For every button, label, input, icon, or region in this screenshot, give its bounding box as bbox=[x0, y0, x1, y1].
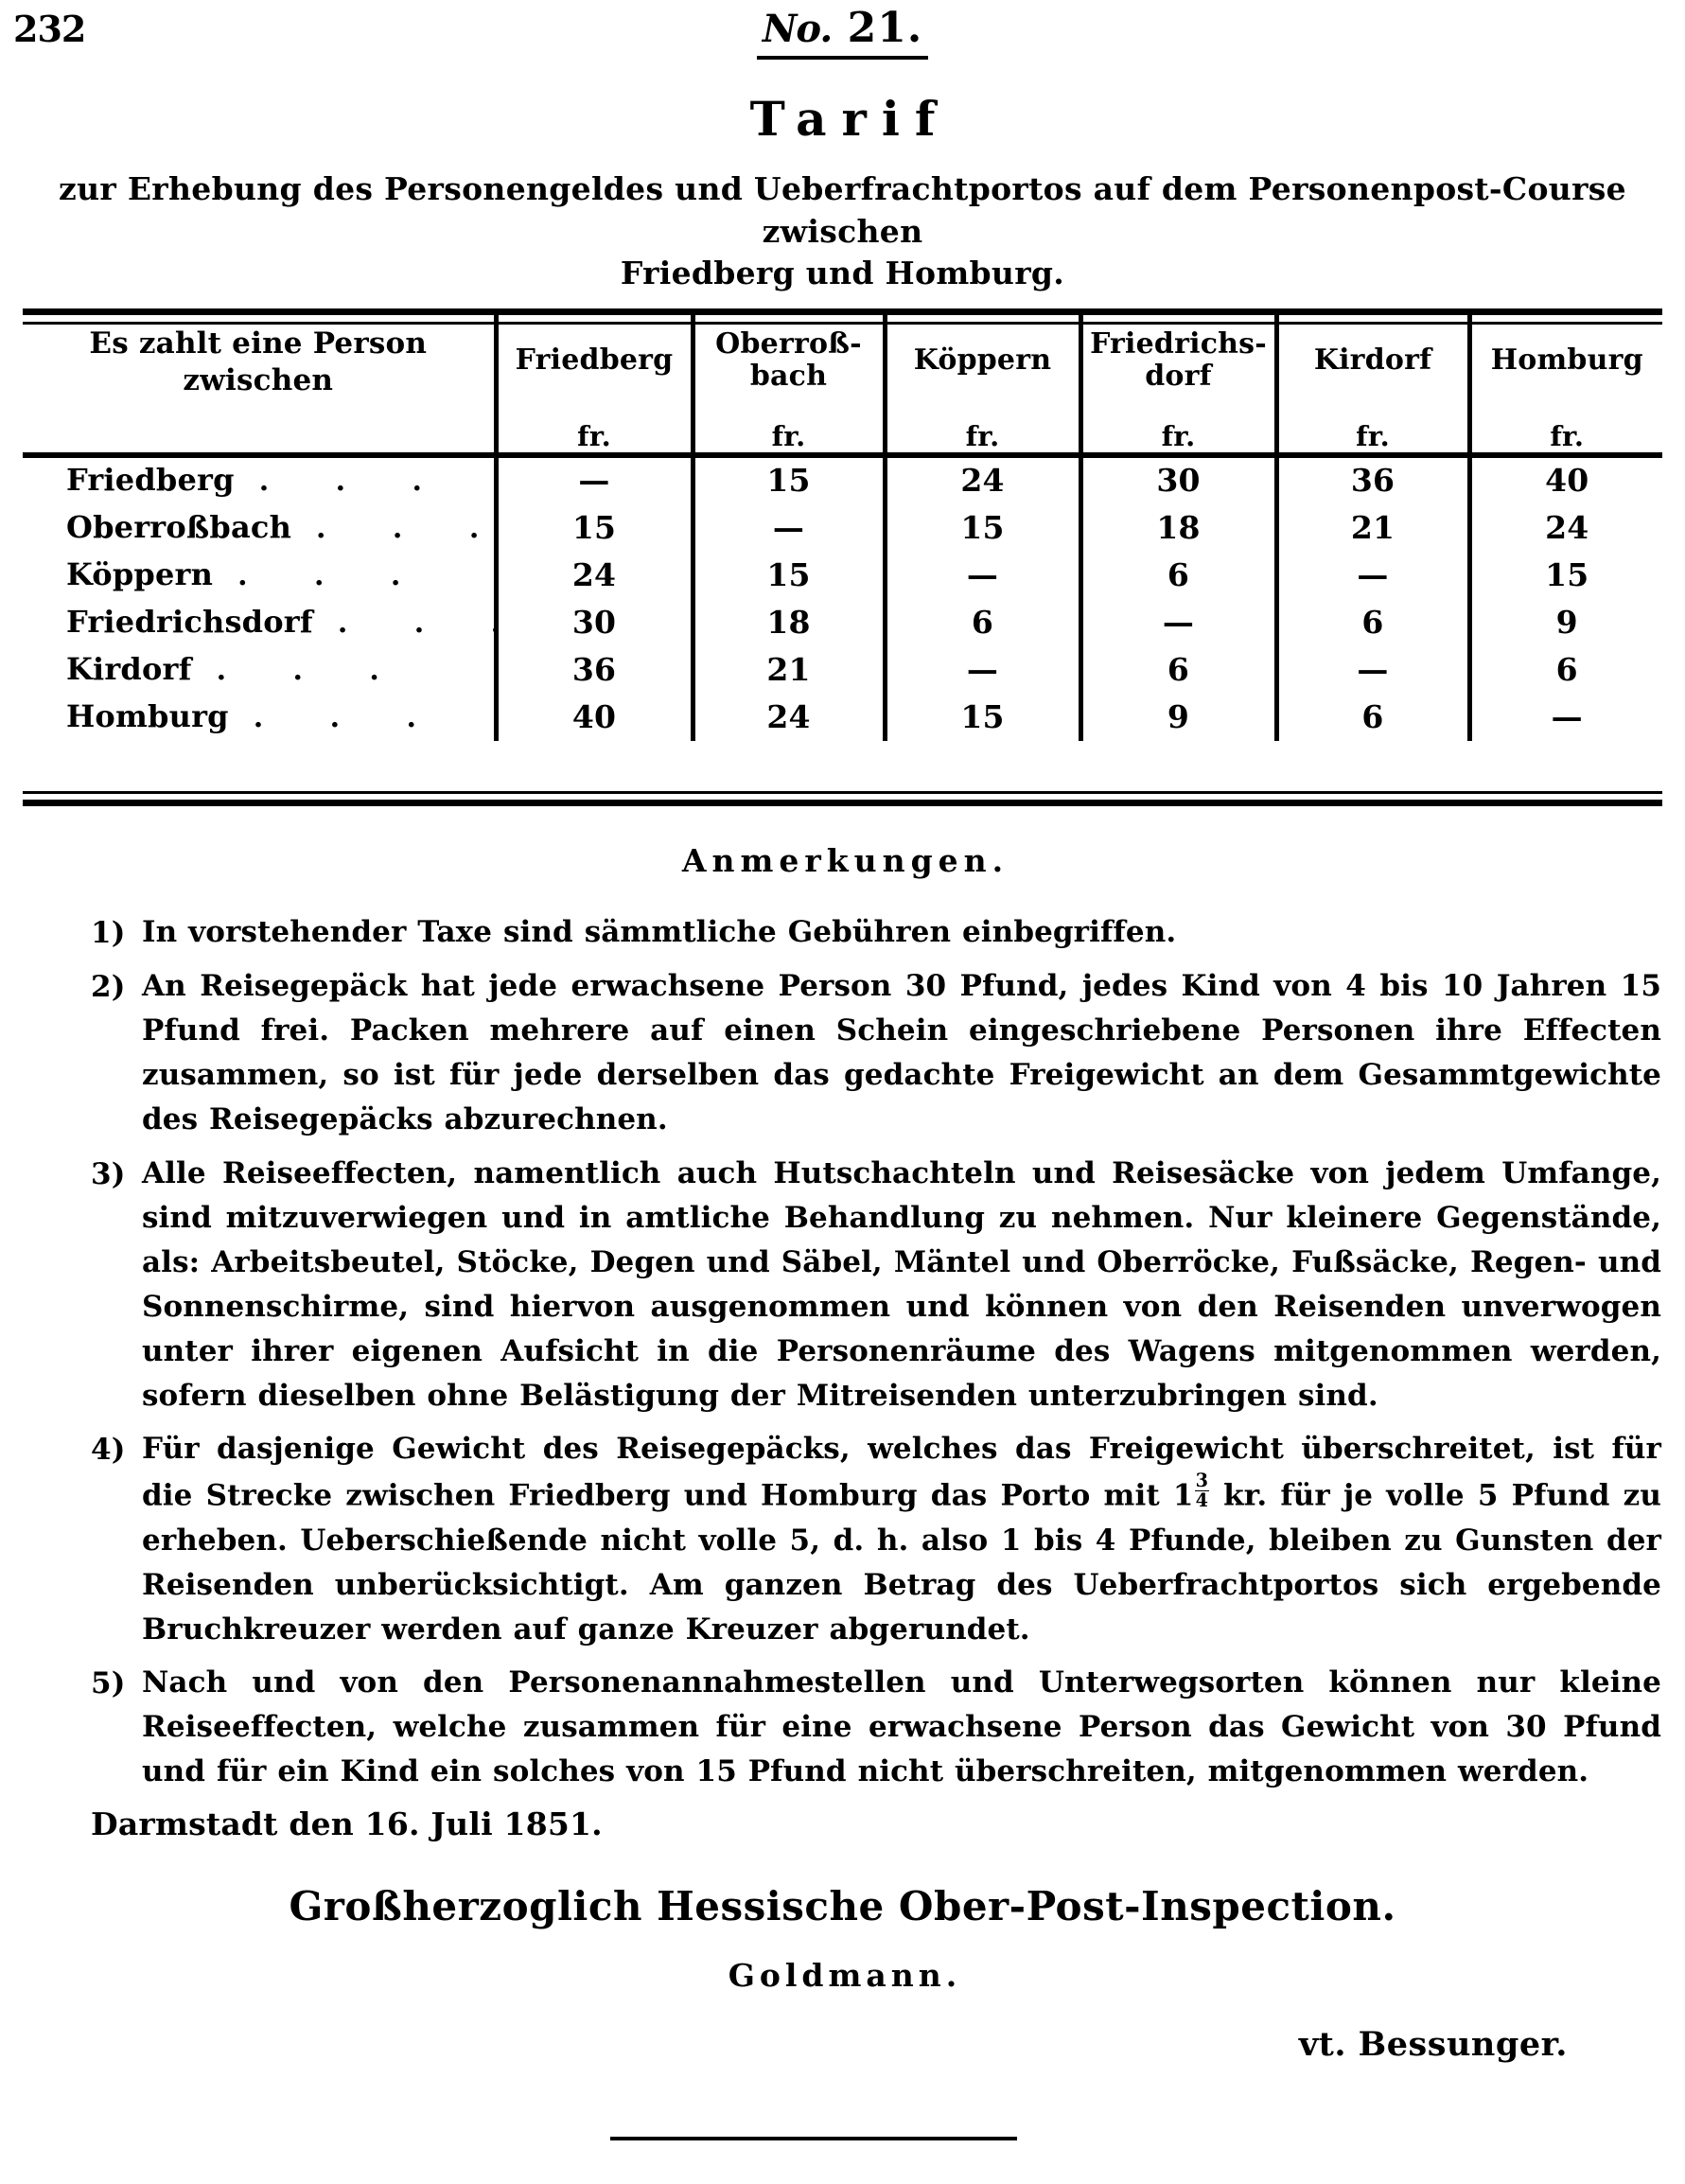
notes-heading: Anmerkungen. bbox=[681, 842, 1009, 879]
row-label-kirdorf bbox=[23, 646, 496, 694]
leader-dots: . . . bbox=[316, 512, 508, 546]
table-head bbox=[23, 312, 1662, 413]
row-label-text: Köppern bbox=[66, 555, 214, 592]
note-text: Nach und von den Personenannahmestellen und Unterwegsorten können nur kleine Reiseeffecten, welche zusammen für eine erwachsene Person das Gewicht von 30 Pfund und für ein Kind ein solches von 15 Pfund nicht überschreiten, mitgenommen werden. bbox=[142, 1665, 1661, 1789]
fare-cell: 36 bbox=[1276, 457, 1469, 504]
unit-row-blank-label bbox=[23, 413, 496, 457]
fare-cell: — bbox=[1276, 646, 1469, 694]
note-number: 3) bbox=[91, 1156, 126, 1191]
col-head-line-2: dorf bbox=[1145, 359, 1212, 393]
table-row bbox=[23, 694, 1662, 741]
fare-cell: 15 bbox=[693, 457, 885, 504]
fraction-numerator: 3 bbox=[1195, 1470, 1209, 1492]
fare-cell: 6 bbox=[1080, 552, 1276, 599]
fare-cell: — bbox=[693, 504, 885, 552]
countersignature: vt. Bessunger. bbox=[1298, 2025, 1568, 2064]
number-abbrev: No. bbox=[762, 7, 833, 51]
subtitle-line-2: Friedberg und Homburg. bbox=[620, 255, 1065, 292]
fare-cell: 36 bbox=[496, 646, 693, 694]
table-bottom-rule-inner bbox=[23, 791, 1662, 794]
col-head-line-1: Kirdorf bbox=[1313, 343, 1432, 377]
note-text-after-fraction: kr. für je volle 5 Pfund zu erheben. Ueberschießende nicht volle 5, d. h. also 1 bis 4 Pfunde, bleiben zu Gunsten der Reisenden unberücksichtigt. Am ganzen Betrag des Ueberfrachtportos sich ergebende Bruchkreuzer werden auf ganze Kreuzer abgerundet. bbox=[142, 1478, 1662, 1647]
table-row bbox=[23, 599, 1662, 646]
note-text: Alle Reiseeffecten, namentlich auch Hutschachteln und Reisesäcke von jedem Umfange, sind mitzuverwiegen und in amtliche Behandlung zu nehmen. Nur kleinere Gegenstände, als: Arbeitsbeutel, Stöcke, Degen und Säbel, Mäntel und Oberröcke, Fußsäcke, Regen- und Sonnenschirme, sind hiervon ausgenommen und können von den Reisenden unverwogen unter ihrer eigenen Aufsicht in die Personenräume des Wagens mitgenommen werden, sofern dieselben ohne Belästigung der Mitreisenden unterzubringen sind. bbox=[142, 1155, 1661, 1414]
fare-cell: 40 bbox=[496, 694, 693, 741]
fare-cell: 18 bbox=[1080, 504, 1276, 552]
tariff-table bbox=[23, 312, 1662, 741]
fare-cell: 24 bbox=[1469, 504, 1662, 552]
number-heading bbox=[0, 4, 1685, 60]
note-item-1 bbox=[91, 910, 1661, 956]
row-label-text: Oberroßbach bbox=[66, 508, 292, 545]
corner-header-line-1: Es zahlt eine Person bbox=[89, 326, 428, 361]
note-text: In vorstehender Taxe sind sämmtliche Gebühren einbegriffen. bbox=[142, 915, 1177, 949]
fare-cell: 6 bbox=[1080, 646, 1276, 694]
fare-cell: 24 bbox=[496, 552, 693, 599]
column-header-oberrossbach bbox=[693, 312, 885, 413]
currency-unit-row bbox=[23, 413, 1662, 457]
fare-cell: 6 bbox=[1469, 646, 1662, 694]
col-head-line-1: Friedrichs- bbox=[1090, 327, 1267, 361]
fare-cell: — bbox=[1469, 694, 1662, 741]
row-label-oberrossbach bbox=[23, 504, 508, 552]
fare-cell: 15 bbox=[496, 504, 693, 552]
fare-cell: 21 bbox=[1276, 504, 1469, 552]
row-label-text: Homburg bbox=[66, 697, 229, 734]
fare-cell: 6 bbox=[1276, 694, 1469, 741]
subtitle-line-1: zur Erhebung des Personengeldes und Ueberfrachtportos auf dem Personenpost-Course zwischen bbox=[59, 170, 1626, 250]
note-text: An Reisegepäck hat jede erwachsene Person 30 Pfund, jedes Kind von 4 bis 10 Jahren 15 Pfund frei. Packen mehrere auf einen Schein eingeschriebene Personen ihre Effecten zusammen, so ist für jede derselben das gedachte Freigewicht an dem Gesammtgewichte des Reisegepäcks abzurechnen. bbox=[142, 969, 1661, 1137]
table-row bbox=[23, 457, 1662, 504]
fraction-denominator: 4 bbox=[1195, 1488, 1209, 1511]
fare-cell: 15 bbox=[1469, 552, 1662, 599]
unit-cell: fr. bbox=[1080, 413, 1276, 457]
table-row bbox=[23, 646, 1662, 694]
notes-list bbox=[91, 910, 1661, 1803]
column-header-homburg bbox=[1469, 312, 1662, 413]
note-text bbox=[142, 1427, 1661, 1652]
fare-cell: — bbox=[1276, 552, 1469, 599]
fare-cell: 9 bbox=[1080, 694, 1276, 741]
leader-dots: . . . bbox=[258, 465, 450, 499]
fare-cell: 15 bbox=[885, 694, 1080, 741]
leader-dots: . . . bbox=[216, 654, 408, 688]
corner-header-line-2: zwischen bbox=[183, 362, 334, 397]
leader-dots: . . . bbox=[337, 607, 530, 641]
row-label-text: Friedrichsdorf bbox=[66, 603, 313, 640]
row-label-friedberg bbox=[23, 457, 496, 504]
row-label-text: Friedberg bbox=[66, 461, 235, 498]
note-item-4 bbox=[91, 1427, 1661, 1652]
row-label-text: Kirdorf bbox=[66, 650, 192, 687]
issuing-authority: Großherzoglich Hessische Ober-Post-Inspection. bbox=[289, 1883, 1396, 1929]
fare-cell: — bbox=[885, 646, 1080, 694]
unit-cell: fr. bbox=[1469, 413, 1662, 457]
note-item-2 bbox=[91, 964, 1661, 1142]
note-number: 1) bbox=[91, 916, 126, 950]
leader-dots: . . . bbox=[237, 559, 430, 593]
table-bottom-rule-outer bbox=[23, 800, 1662, 806]
number-value: 21. bbox=[847, 4, 923, 52]
fare-cell: 24 bbox=[693, 694, 885, 741]
row-label-homburg bbox=[23, 694, 496, 741]
note-number: 2) bbox=[91, 970, 126, 1005]
fare-cell: — bbox=[496, 457, 693, 504]
document-subtitle bbox=[17, 168, 1668, 295]
signer-name: Goldmann. bbox=[728, 1957, 962, 1994]
col-head-line-1: Homburg bbox=[1490, 343, 1643, 377]
unit-cell: fr. bbox=[496, 413, 693, 457]
note-number: 5) bbox=[91, 1666, 126, 1701]
fare-cell: — bbox=[885, 552, 1080, 599]
tariff-table-container bbox=[23, 312, 1662, 741]
fare-cell: 18 bbox=[693, 599, 885, 646]
unit-cell: fr. bbox=[885, 413, 1080, 457]
fraction-three-quarters bbox=[1195, 1470, 1209, 1511]
column-header-friedrichsdorf bbox=[1080, 312, 1276, 413]
document-title: Tarif bbox=[749, 91, 951, 147]
table-row bbox=[23, 504, 1662, 552]
fare-cell: 9 bbox=[1469, 599, 1662, 646]
note-text-before-fraction: Für dasjenige Gewicht des Reisegepäcks, welches das Freigewicht überschreitet, ist für die Strecke zwischen Friedberg und Homburg das Porto mit 1 bbox=[142, 1432, 1661, 1513]
fare-cell: 30 bbox=[1080, 457, 1276, 504]
table-body bbox=[23, 413, 1662, 741]
fare-cell: 40 bbox=[1469, 457, 1662, 504]
row-label-friedrichsdorf bbox=[23, 599, 530, 646]
table-header-row bbox=[23, 312, 1662, 413]
fare-cell: 15 bbox=[885, 504, 1080, 552]
column-header-kirdorf bbox=[1276, 312, 1469, 413]
col-head-line-1: Köppern bbox=[913, 343, 1052, 377]
note-item-5 bbox=[91, 1661, 1661, 1794]
column-header-friedberg bbox=[496, 312, 693, 413]
date-line: Darmstadt den 16. Juli 1851. bbox=[91, 1805, 603, 1842]
footer-rule bbox=[610, 2137, 1017, 2140]
col-head-line-2: bach bbox=[749, 359, 828, 393]
table-row bbox=[23, 552, 1662, 599]
fare-cell: — bbox=[1080, 599, 1276, 646]
note-item-3 bbox=[91, 1152, 1661, 1419]
table-corner-header bbox=[23, 312, 496, 413]
unit-cell: fr. bbox=[693, 413, 885, 457]
leader-dots: . . . bbox=[253, 701, 445, 735]
fare-cell: 6 bbox=[1276, 599, 1469, 646]
col-head-line-1: Friedberg bbox=[515, 343, 674, 377]
fare-cell: 21 bbox=[693, 646, 885, 694]
fare-cell: 15 bbox=[693, 552, 885, 599]
page-number: 232 bbox=[13, 8, 86, 50]
fare-cell: 24 bbox=[885, 457, 1080, 504]
fare-cell: 30 bbox=[496, 599, 693, 646]
fare-cell: 6 bbox=[885, 599, 1080, 646]
unit-cell: fr. bbox=[1276, 413, 1469, 457]
note-number: 4) bbox=[91, 1433, 126, 1468]
row-label-koeppern bbox=[23, 552, 496, 599]
column-header-koeppern bbox=[885, 312, 1080, 413]
col-head-line-1: Oberroß- bbox=[715, 327, 862, 361]
